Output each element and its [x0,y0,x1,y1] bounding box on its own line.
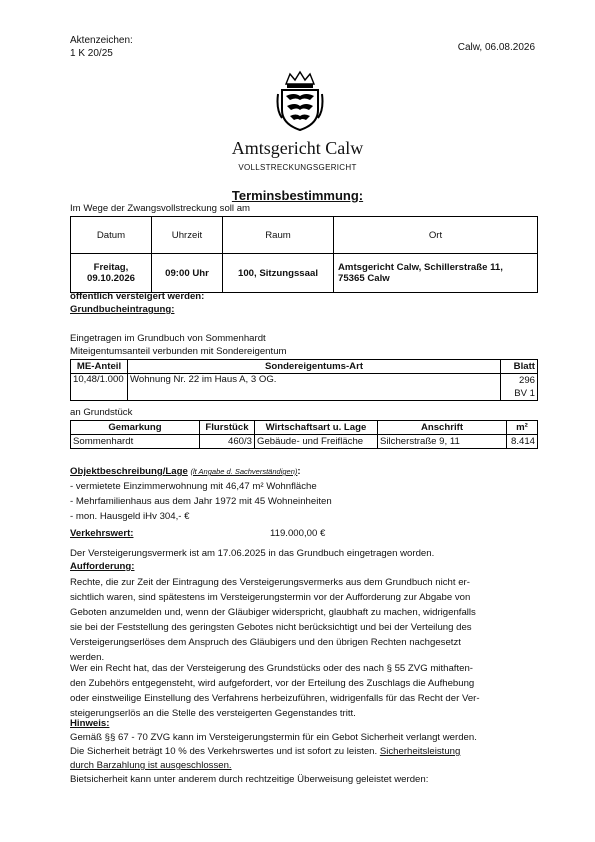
plot-label: an Grundstück [70,407,133,418]
object-colon: : [297,466,301,477]
table-header-row [71,217,538,254]
ownership-sheet [501,374,538,401]
auction-text: öffentlich versteigert werden: [70,291,205,302]
intro-text: Im Wege der Zwangsvollstreckung soll am [70,203,251,214]
header-room: Raum [223,217,334,254]
land-register-line2: Miteigentumsanteil verbunden mit Sondereigentum [70,346,287,357]
plot-address: Silcherstraße 9, 11 [378,435,507,449]
plot-table [70,420,538,449]
header-usage: Wirtschaftsart u. Lage [255,421,378,435]
notice-line-2-underlined: Sicherheitsleistung [379,746,461,757]
header-date: Datum [71,217,152,254]
schedule-room: 100, Sitzungssaal [223,254,334,293]
schedule-place [334,254,538,293]
notice-line-4: Bietsicherheit kann unter anderem durch rechtzeitige Überweisung geleistet werden: [70,774,429,785]
plot-district: Sommenhardt [71,435,200,449]
header-share: ME-Anteil [71,360,128,374]
request-p1-line: sichtlich waren, sind spätestens im Versteigerungstermin vor der Aufforderung zur Abgabe von [70,592,471,603]
notice-line-2-text: Die Sicherheit beträgt 10 % des Verkehrswertes und ist sofort zu leisten. [70,746,380,757]
object-heading-line [70,466,301,477]
request-p2-line: oder einstweilige Einstellung des Verfahrens herbeizuführen, widrigenfalls für das Recht der Ver- [70,693,480,704]
plot-parcel: 460/3 [200,435,255,449]
table-header-row [71,421,538,435]
schedule-table [70,216,538,293]
ownership-type: Wohnung Nr. 22 im Haus A, 3 OG. [128,374,501,401]
request-heading: Aufforderung: [70,561,135,572]
land-register-heading: Grundbucheintragung: [70,304,175,315]
header-parcel: Flurstück [200,421,255,435]
page-title: Terminsbestimmung: [231,188,364,203]
ownership-sheet-number: 296 [518,375,535,386]
notice-line-2 [70,746,460,757]
object-source: (lt Angabe d. Sachverständigen) [190,467,298,476]
request-p1-line: Geboten anzumelden und, wenn der Gläubiger widerspricht, glaubhaft zu machen, widrigenfalls [70,607,476,618]
request-paragraph-1 [70,575,540,665]
request-p1-line: Versteigerungserlöses dem Anspruch des Gläubigers und den übrigen Rechten nachgesetzt [70,637,461,648]
request-p2-line: Wer ein Recht hat, das der Versteigerung des Grundstücks oder des nach § 55 ZVG mithaften- [70,663,473,674]
object-item-1: - vermietete Einzimmerwohnung mit 46,47 m² Wohnfläche [70,481,317,492]
land-register-line1: Eingetragen im Grundbuch von Sommenhardt [70,333,266,344]
notice-line-1: Gemäß §§ 67 - 70 ZVG kann im Versteigerungstermin für ein Gebot Sicherheit verlangt werden. [70,732,477,743]
market-value: 119.000,00 € [270,528,326,539]
market-value-label: Verkehrswert: [70,528,134,539]
header-area: m² [507,421,538,435]
plot-usage: Gebäude- und Freifläche [255,435,378,449]
request-p2-line: den Zubehörs entgegensteht, wird aufgefordert, vor der Erteilung des Zuschlags die Aufhebung [70,678,475,689]
request-p2-line: steigerungserlös an die Stelle des versteigerten Gegenstandes tritt. [70,708,356,719]
court-name: Amtsgericht Calw [231,138,364,158]
schedule-place-line2: 75365 Calw [338,273,390,284]
file-reference-label: Aktenzeichen: [70,35,133,46]
header-address: Anschrift [378,421,507,435]
object-item-2: - Mehrfamilienhaus aus dem Jahr 1972 mit 45 Wohneinheiten [70,496,332,507]
header-place: Ort [334,217,538,254]
header-type: Sondereigentums-Art [128,360,501,374]
schedule-date-value: 09.10.2026 [86,273,135,284]
ownership-sheet-suffix: BV 1 [514,388,535,399]
table-row [71,254,538,293]
schedule-date-day: Freitag, [93,262,129,273]
place-date: Calw, 06.08.2026 [457,42,535,53]
table-row [71,374,538,401]
header-district: Gemarkung [71,421,200,435]
coat-of-arms-icon [276,70,324,132]
notice-line-3: durch Barzahlung ist ausgeschlossen. [70,760,232,771]
object-heading: Objektbeschreibung/Lage [70,466,188,477]
ownership-table [70,359,538,401]
header-time: Uhrzeit [152,217,223,254]
request-paragraph-2 [70,661,540,721]
request-p1-line: sie bei der Feststellung des geringsten Gebotes nicht berücksichtigt und bei der Verteilung des [70,622,472,633]
table-header-row [71,360,538,374]
file-reference [70,34,133,60]
court-department: VOLLSTRECKUNGSGERICHT [238,163,357,172]
table-row [71,435,538,449]
header-sheet: Blatt [501,360,538,374]
registration-note: Der Versteigerungsvermerk ist am 17.06.2025 in das Grundbuch eingetragen worden. [70,548,435,559]
plot-area: 8.414 [507,435,538,449]
ownership-share: 10,48/1.000 [71,374,128,401]
notice-heading: Hinweis: [70,718,110,729]
schedule-date [71,254,152,293]
schedule-place-line1: Amtsgericht Calw, Schillerstraße 11, [338,262,503,273]
request-p1-line: Rechte, die zur Zeit der Eintragung des Versteigerungsvermerks aus dem Grundbuch nicht er- [70,577,470,588]
request-p1-line: werden. [70,652,105,663]
file-reference-number: 1 K 20/25 [70,48,113,59]
object-item-3: - mon. Hausgeld iHv 304,- € [70,511,190,522]
schedule-time: 09:00 Uhr [152,254,223,293]
